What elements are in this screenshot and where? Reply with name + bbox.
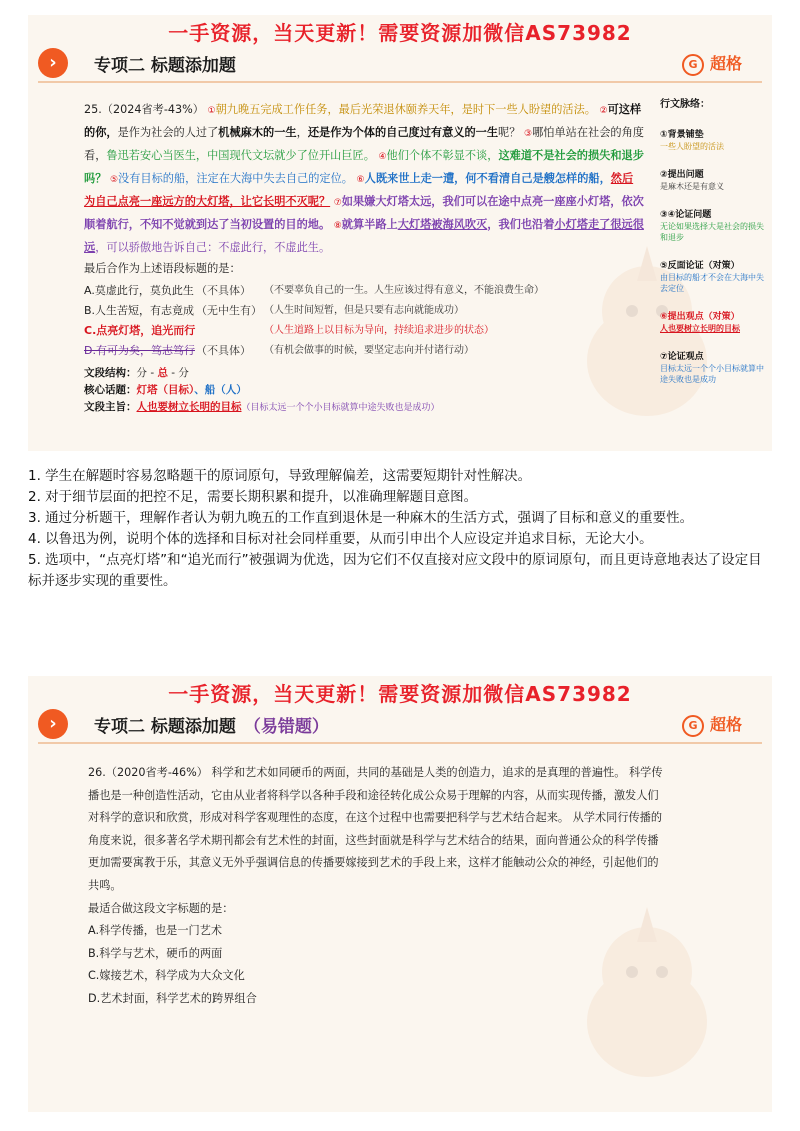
- option-d[interactable]: [84, 341, 644, 361]
- sentence-marker: ④: [378, 152, 387, 162]
- options-list: [84, 281, 644, 361]
- sentence-3b: 鲁迅若安心当医生，中国现代文坛就少了位开山巨匠。: [106, 149, 375, 162]
- option-note: （人生时间短暂，但是只要有志向就能成功）: [264, 305, 464, 316]
- question-body: [84, 99, 644, 417]
- option-label: A.莫虚此行，莫负此生: [84, 284, 194, 297]
- option-label: B.人生苦短，有志竟成: [84, 304, 195, 317]
- option-c[interactable]: C.嫁接艺术，科学成为大众文化: [88, 969, 245, 983]
- analysis-meta: [84, 365, 644, 417]
- sentence-3a: 哪怕单站在社会的角度看，: [84, 126, 644, 162]
- option-note: （不要辜负自己的一生。人生应该过得有意义，不能浪费生命）: [264, 285, 544, 296]
- question-body: [88, 762, 668, 1011]
- sentence-6: 人既来世上走一遭，何不看清自己是艘怎样的船，: [364, 172, 611, 185]
- note-item: 3. 通过分析题干，理解作者认为朝九晚五的工作直到退休是一种麻木的生活方式，强调了目标和意义的重要性。: [28, 510, 694, 526]
- watermark-text: 一手资源，当天更新！需要资源加微信AS73982: [168, 21, 632, 45]
- sentence-6-key: 然后为自己点亮一座远方的大灯塔，让它长明不灭呢？: [84, 172, 634, 208]
- option-d[interactable]: D.艺术封面，科学艺术的跨界组合: [88, 991, 257, 1005]
- option-tag: （不具体）: [196, 344, 251, 357]
- outline-step-heading: ⑥提出观点（对策）: [660, 312, 740, 322]
- topic-key: 核心话题：: [84, 384, 137, 396]
- sentence-marker: ⑦: [333, 198, 342, 208]
- option-b[interactable]: B.科学与艺术，硬币的两面: [88, 946, 223, 960]
- sentence-marker: ⑥: [356, 175, 365, 185]
- chevron-right-icon: ›: [38, 709, 68, 739]
- option-c[interactable]: [84, 321, 644, 341]
- sentence-1: 朝九晚五完成工作任务，最后光荣退休颐养天年，是时下一些人盼望的活法。: [215, 103, 596, 116]
- outline-step: [660, 352, 766, 385]
- main-value: 人也要树立长明的目标: [136, 401, 242, 413]
- brand-name: 超格: [709, 715, 742, 734]
- outline-sidebar: [660, 99, 766, 403]
- main-row: [84, 399, 644, 417]
- outline-step: [660, 170, 766, 192]
- sentence-marker: ⑧: [333, 221, 342, 231]
- option-tag: （不具体）: [196, 284, 251, 297]
- sentence-2a: 可这样的你，: [84, 103, 642, 139]
- outline-step: [660, 130, 766, 152]
- section-subtitle: （易错题）: [243, 717, 329, 737]
- main-note: （目标太远一个个小目标就算中途失败也是成功）: [241, 403, 440, 413]
- sentence-8c: ，我们也沿着: [487, 218, 555, 231]
- structure-v2: 总: [157, 367, 168, 379]
- sentence-4a: 他们个体不彰显不谈，: [386, 149, 499, 162]
- sentence-7: 如果嫌大灯塔太远，我们可以在途中点亮一座座小灯塔，依次顺着航行，不知不觉就到达了当初设置的目的地。: [84, 195, 644, 231]
- sentence-marker: ⑤: [109, 175, 119, 185]
- slide-question-25: [28, 15, 772, 451]
- note-item: 5. 选项中，“点亮灯塔”和“追光而行”被强调为优选，因为它们不仅直接对应文段中的原词原句，而且更诗意地表达了设定目标并逐步实现的重要性。: [28, 552, 762, 589]
- note-item: 2. 对于细节层面的把控不足，需要长期积累和提升，以准确理解题目意图。: [28, 489, 478, 505]
- structure-row: [84, 365, 644, 382]
- section-title: [94, 712, 329, 737]
- slide-question-26: [28, 676, 772, 1112]
- section-title: 专项二 标题添加题: [94, 56, 236, 76]
- outline-step-detail: 无论如果选择大是社会的损失和退步: [660, 222, 764, 242]
- outline-step-heading: ⑤反面论证（对策）: [660, 261, 740, 271]
- outline-step: [660, 312, 766, 334]
- outline-step-heading: ⑦论证观点: [660, 352, 704, 362]
- sentence-5: 没有目标的船，注定在大海中失去自己的定位。: [118, 172, 353, 185]
- brand-g-icon: G: [682, 715, 704, 737]
- outline-step: [660, 210, 766, 243]
- option-b[interactable]: [84, 301, 644, 321]
- outline-step-detail: 由目标的船才不会在大海中失去定位: [660, 273, 764, 293]
- outline-step-detail: 人也要树立长明的目标: [660, 324, 740, 333]
- outline-step-detail: 目标太远一个个小目标就算中途失败也是成功: [660, 364, 764, 384]
- option-label: C.点亮灯塔，追光而行: [84, 324, 196, 337]
- brand-logo: [682, 712, 742, 737]
- sentence-marker: ③: [523, 129, 533, 139]
- option-tag: [196, 321, 264, 341]
- outline-step: [660, 261, 766, 294]
- sentence-2e: 还是作为: [307, 126, 353, 139]
- option-a[interactable]: A.科学传播，也是一门艺术: [88, 924, 223, 938]
- section-title-text: 专项二 标题添加题: [94, 717, 236, 737]
- topic-v1: 灯塔（目标）: [136, 384, 195, 396]
- section-header: [38, 706, 762, 744]
- section-header: [38, 45, 762, 83]
- watermark-text: 一手资源，当天更新！需要资源加微信AS73982: [168, 682, 632, 706]
- sentence-2b: 是作为社会的人过了: [117, 126, 219, 139]
- analysis-notes: [28, 466, 772, 592]
- structure-key: 文段结构：: [84, 367, 137, 379]
- option-label-wrap: [84, 341, 196, 361]
- topic-row: [84, 382, 644, 399]
- sentence-marker: ②: [599, 106, 608, 116]
- sentence-8e: ，可以骄傲地告诉自己：不虚此行，不虚此生。: [95, 241, 331, 254]
- brand-g-icon: G: [682, 54, 704, 76]
- brand-name: 超格: [709, 54, 742, 73]
- question-ask: 最适合做这段文字标题的是：: [88, 901, 234, 915]
- outline-step-heading: ①背景铺垫: [660, 130, 704, 140]
- option-note: （有机会做事的时候，要坚定志向并付诸行动）: [264, 345, 474, 356]
- sentence-marker: ①: [207, 106, 216, 116]
- sentence-8a: 就算半路上: [341, 218, 398, 231]
- sentence-2g: 呢？: [498, 126, 521, 139]
- sentence-2f: 个体的自己度过有意义的一生: [352, 126, 499, 139]
- outline-title: 行文脉络：: [660, 99, 710, 110]
- sentence-2c: 机械麻木的一生: [218, 126, 297, 139]
- outline-step-heading: ②提出问题: [660, 170, 704, 180]
- outline-step-heading: ③④论证问题: [660, 210, 712, 220]
- option-note: （人生道路上以目标为导向，持续追求进步的状态）: [264, 325, 494, 336]
- option-label: D.有可为矣，笃志笃行: [84, 344, 195, 357]
- sentence-4b: 这难道不是社会的损失和退步吗？: [84, 149, 644, 185]
- question-number: 25.（2024省考-43%）: [84, 103, 204, 116]
- note-item: 4. 以鲁迅为例，说明个体的选择和目标对社会同样重要，从而引申出个人应设定并追求目标，无论大小。: [28, 531, 653, 547]
- structure-v3: - 分: [167, 367, 189, 379]
- question-ask: 最后合作为上述语段标题的是：: [84, 262, 241, 275]
- outline-step-detail: 一些人盼望的活法: [660, 142, 724, 151]
- note-item: 1. 学生在解题时容易忽略题干的原词原句，导致理解偏差，这需要短期针对性解决。: [28, 468, 532, 484]
- topic-v2: 、船（人）: [194, 384, 247, 396]
- question-paragraph: [84, 99, 644, 258]
- sentence-8b: 大灯塔被海风吹灭: [397, 218, 488, 231]
- sentence-2d: ，: [296, 126, 308, 139]
- option-tag: （无中生有）: [196, 304, 262, 317]
- outline-step-detail: 是麻木还是有意义: [660, 182, 724, 191]
- option-a[interactable]: [84, 281, 644, 301]
- question-passage: 26.（2020省考-46%） 科学和艺术如同硬币的两面，共同的基础是人类的创造力，追求的是真理的普遍性。 科学传播也是一种创造性活动，它由从业者将科学以各种手段和途径转化成公众易于理解的内容，从而实现传播，激发人们对科学的意识和欣赏，形成对科学客观理性的态度，在这个过程中也需要把科学与艺术结合起来。 从学术同行传播的角度来说，很多著名学术期刊都会有艺术性的封面，这些封面就是科学与艺术结合的结果，面向普通公众的科学传播更加需要寓教于乐，其意义无外乎强调信息的传播要嫁接到艺术的手段上来，这样才能触动公众的神经，引起他们的共鸣。: [88, 766, 663, 892]
- main-key: 文段主旨：: [84, 401, 137, 413]
- chevron-right-icon: ›: [38, 48, 68, 78]
- brand-logo: [682, 51, 742, 76]
- sentence-8d: 小灯塔走了很远很远: [84, 218, 644, 254]
- structure-v1: 分 -: [136, 367, 158, 379]
